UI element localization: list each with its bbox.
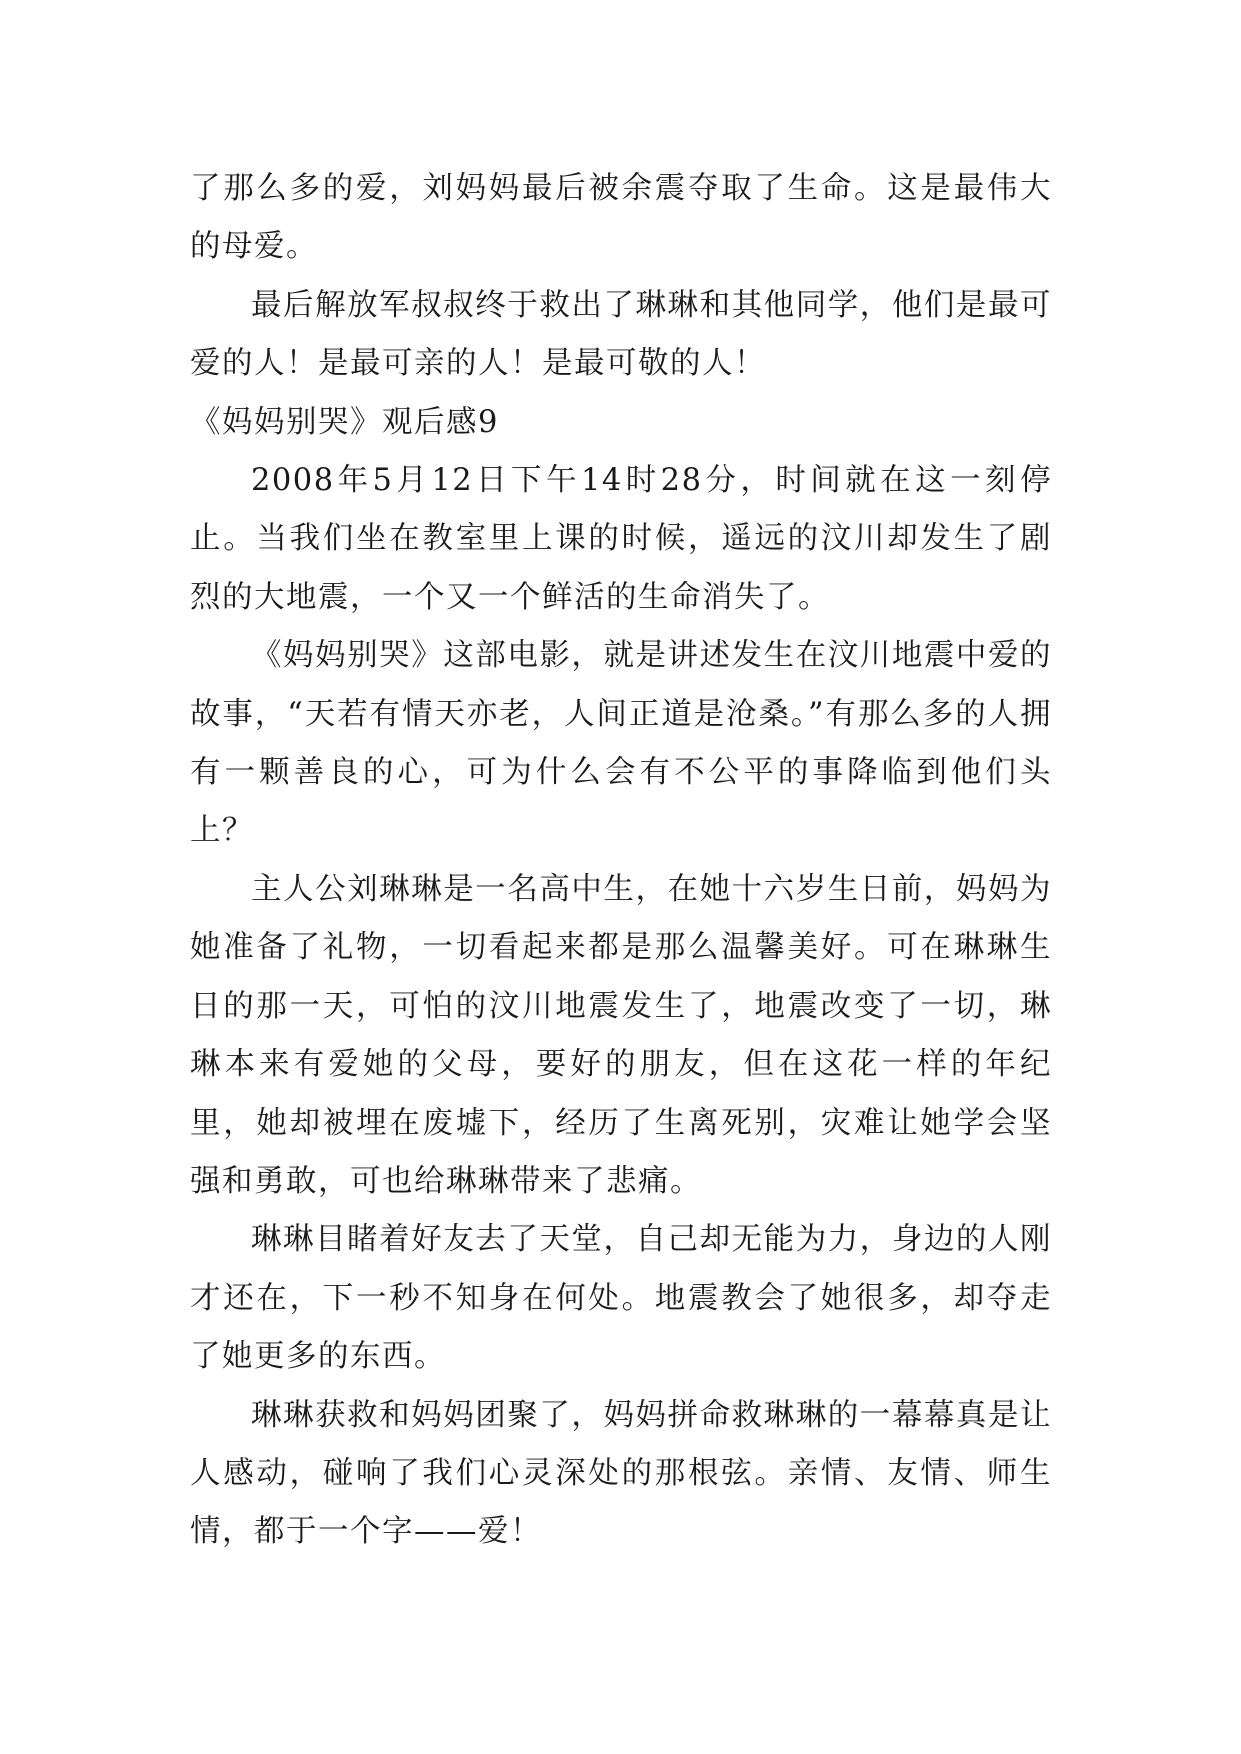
paragraph-1: 了那么多的爱，刘妈妈最后被余震夺取了生命。这是最伟大的母爱。 [190,171,1052,265]
section-paragraph-4: 琳琳目睹着好友去了天堂，自己却无能为力，身边的人刚才还在，下一秒不知身在何处。地震教会了她很多，却夺走了她更多的东西。 [190,1222,1052,1375]
paragraph-2: 最后解放军叔叔终于救出了琳琳和其他同学，他们是最可爱的人！是最可亲的人！是最可敬的人！ [190,287,1052,382]
section-paragraph-3: 主人公刘琳琳是一名高中生，在她十六岁生日前，妈妈为她准备了礼物，一切看起来都是那么温馨美好。可在琳琳生日的那一天，可怕的汶川地震发生了，地震改变了一切，琳琳本来有爱她的父母，要好的朋友，但在这花一样的年纪里，她却被埋在废墟下，经历了生离死别，灾难让她学会坚强和勇敢，可也给琳琳带来了悲痛。 [190,871,1052,1199]
section-title: 《妈妈别哭》观后感9 [190,404,499,440]
document-body [190,160,1052,1562]
section-paragraph-5: 琳琳获救和妈妈团聚了，妈妈拼命救琳琳的一幕幕真是让人感动，碰响了我们心灵深处的那根弦。亲情、友情、师生情，都于一个字——爱！ [190,1397,1052,1550]
section-paragraph-2: 《妈妈别哭》这部电影，就是讲述发生在汶川地震中爱的故事，“天若有情天亦老，人间正道是沧桑。”有那么多的人拥有一颗善良的心，可为什么会有不公平的事降临到他们头上？ [190,638,1052,849]
section-paragraph-1: 2008年5月12日下午14时28分，时间就在这一刻停止。当我们坐在教室里上课的时候，遥远的汶川却发生了剧烈的大地震，一个又一个鲜活的生命消失了。 [190,463,1052,615]
